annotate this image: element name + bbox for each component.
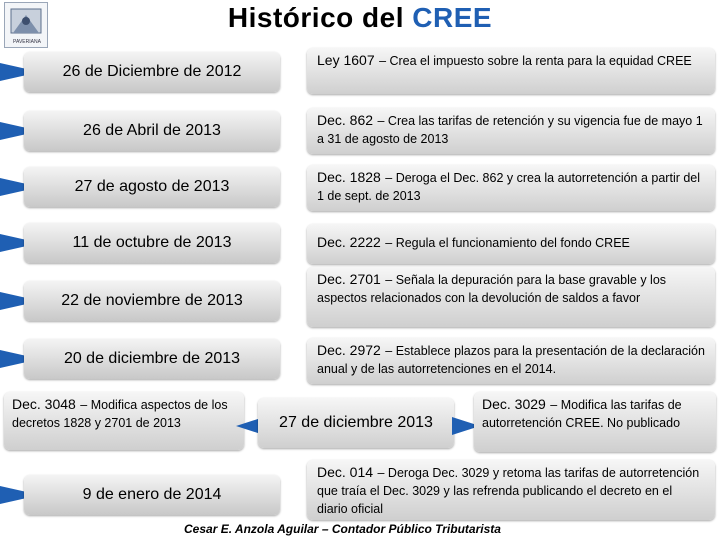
- footer-credit: Cesar E. Anzola Aguilar – Contador Público Tributarista: [184, 522, 501, 536]
- event-box: [307, 267, 715, 327]
- date-label: 22 de noviembre de 2013: [61, 292, 243, 309]
- event-box: [307, 224, 715, 264]
- event-desc: – Señala la depuración para la base gravable y los aspectos relacionados con la devolución de saldos a favor: [317, 273, 667, 305]
- event-box: [307, 108, 715, 154]
- center-date-box: [258, 398, 454, 448]
- dec3029-box: [474, 392, 716, 452]
- page-title: [0, 2, 720, 34]
- event-lead: Dec. 862: [317, 112, 374, 128]
- event-desc: – Modifica aspectos de los decretos 1828 y 2701 de 2013: [12, 398, 228, 430]
- date-label: 26 de Diciembre de 2012: [62, 63, 242, 80]
- date-label: 11 de octubre de 2013: [72, 234, 232, 251]
- event-desc: – Crea el impuesto sobre la renta para la equidad CREE: [379, 54, 692, 68]
- date-label: 26 de Abril de 2013: [83, 122, 221, 139]
- date-label: 27 de diciembre 2013: [279, 414, 433, 431]
- event-lead: Dec. 014: [317, 464, 374, 480]
- date-banner: [24, 475, 280, 515]
- date-label: 9 de enero de 2014: [82, 486, 222, 503]
- date-label: 20 de diciembre de 2013: [63, 350, 241, 367]
- event-desc: – Deroga el Dec. 862 y crea la autorretención a partir del 1 de sept. de 2013: [317, 171, 701, 203]
- date-banner: [24, 223, 280, 263]
- event-box: [307, 165, 715, 211]
- event-desc: – Deroga Dec. 3029 y retoma las tarifas de autorretención que traía el Dec. 3029 y las refrenda publicando el decreto en el diario oficial: [317, 466, 700, 516]
- title-main: Histórico del: [227, 2, 404, 33]
- event-desc: – Crea las tarifas de retención y su vigencia fue de mayo 1 a 31 de agosto de 2013: [317, 114, 703, 146]
- event-lead: Dec. 2701: [317, 271, 381, 287]
- event-lead: Dec. 2972: [317, 342, 381, 358]
- logo-caption: PAVERIANA: [13, 39, 41, 45]
- title-accent: CREE: [412, 2, 493, 33]
- date-banner: [24, 281, 280, 321]
- event-box: [307, 338, 715, 384]
- event-lead: Dec. 1828: [317, 169, 381, 185]
- event-desc: – Regula el funcionamiento del fondo CREE: [385, 236, 630, 250]
- event-lead: Ley 1607: [317, 52, 375, 68]
- event-desc: – Modifica las tarifas de autorretención CREE. No publicado: [482, 398, 682, 430]
- event-desc: – Establece plazos para la presentación de la declaración anual y de las autorretenciones en el 2014.: [317, 344, 705, 376]
- event-lead: Dec. 2222: [317, 234, 381, 250]
- date-banner: [24, 52, 280, 92]
- date-banner: [24, 339, 280, 379]
- event-lead: Dec. 3048: [12, 396, 76, 412]
- event-lead: Dec. 3029: [482, 396, 546, 412]
- date-banner: [24, 167, 280, 207]
- date-label: 27 de agosto de 2013: [74, 178, 230, 195]
- date-banner: [24, 111, 280, 151]
- dec3048-box: [4, 392, 244, 450]
- event-box: [307, 48, 715, 94]
- event-box: [307, 460, 715, 520]
